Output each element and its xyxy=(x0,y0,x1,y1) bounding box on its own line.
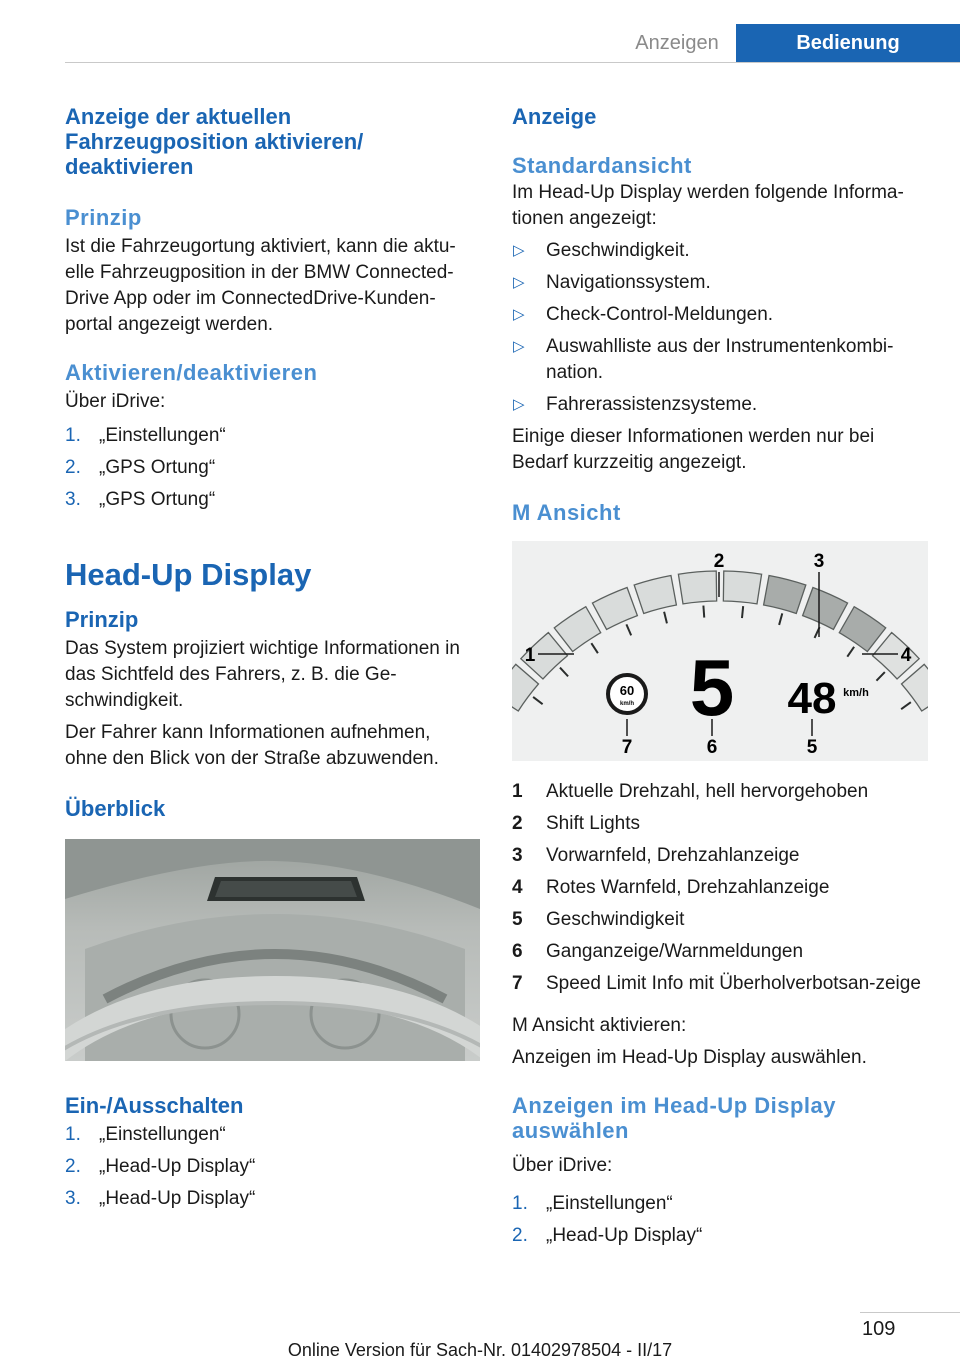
step-text: „Head-Up Display“ xyxy=(99,1188,256,1209)
item-text: Fahrerassistenzsysteme. xyxy=(546,394,758,415)
list-item xyxy=(512,1191,932,1217)
legend-text: Vorwarnfeld, Drehzahlanzeige xyxy=(546,845,800,866)
tab-bedienung[interactable]: Bedienung xyxy=(736,24,960,62)
legend-number: 7 xyxy=(512,973,523,994)
heading-standardansicht: Standardansicht xyxy=(512,153,692,178)
auswahl-steps xyxy=(512,1191,932,1249)
speed-limit-value: 60 xyxy=(619,683,635,698)
standard-note: Einige dieser Informationen werden nur bei Bedarf kurzzeitig angezeigt. xyxy=(512,426,875,473)
rev-segment xyxy=(723,571,761,604)
legend-text: Speed Limit Info mit Überholverbotsan-zeige xyxy=(546,973,921,994)
step-text: „GPS Ortung“ xyxy=(99,489,216,510)
gear-indicator: 5 xyxy=(689,643,735,732)
heading-anzeige: Anzeige xyxy=(512,104,597,129)
footer-rule xyxy=(860,1312,960,1313)
right-column xyxy=(512,104,932,1249)
legend-item xyxy=(512,939,932,965)
list-item xyxy=(512,1223,932,1249)
triangle-bullet-icon: ▷ xyxy=(513,306,525,323)
step-text: „Einstellungen“ xyxy=(99,425,226,446)
item-text: Check-Control-Meldungen. xyxy=(546,304,774,325)
step-number: 3. xyxy=(65,1188,81,1209)
m-activate-label: M Ansicht aktivieren: xyxy=(512,1015,687,1036)
triangle-bullet-icon: ▷ xyxy=(513,396,525,413)
legend-item xyxy=(512,811,932,837)
step-number: 3. xyxy=(65,489,81,510)
legend-text: Shift Lights xyxy=(546,813,640,834)
speed-limit-unit: km/h xyxy=(619,701,635,707)
heading-aktivieren: Aktivieren/deaktivieren xyxy=(65,360,318,385)
legend-item xyxy=(512,843,932,869)
heading-ein-ausschalten: Ein-/Ausschalten xyxy=(65,1093,244,1118)
prinzip-text: Ist die Fahrzeugortung aktiviert, kann die aktu-elle Fahrzeugposition in der BMW Connected-Drive App oder im ConnectedDrive-Kunden-portal angezeigt werden. xyxy=(65,236,456,335)
rev-segment xyxy=(634,575,676,613)
step-number: 1. xyxy=(65,1124,81,1145)
heading-fahrzeugposition: Anzeige der aktuellen Fahrzeugposition aktivieren/ deaktivieren xyxy=(65,104,364,179)
heading-prinzip: Prinzip xyxy=(65,205,142,230)
step-text: „Einstellungen“ xyxy=(546,1193,673,1214)
hud-prinzip-text: Das System projiziert wichtige Informationen in das Sichtfeld des Fahrers, z. B. die Ge-schwindigkeit. xyxy=(65,638,460,711)
list-item xyxy=(512,270,932,296)
list-item xyxy=(65,1122,477,1148)
speed-value: 48 xyxy=(787,674,837,723)
m-view-diagram xyxy=(512,541,928,761)
callout-3: 3 xyxy=(813,551,825,572)
legend-item xyxy=(512,971,932,997)
m-view-legend xyxy=(512,779,932,997)
triangle-bullet-icon: ▷ xyxy=(513,338,525,355)
rev-tick xyxy=(703,606,704,618)
legend-text: Aktuelle Drehzahl, hell hervorgehoben xyxy=(546,781,869,802)
hud-m-view-graphic xyxy=(512,541,928,761)
standard-items xyxy=(512,238,932,418)
triangle-bullet-icon: ▷ xyxy=(513,274,525,291)
aktivieren-steps xyxy=(65,423,477,513)
step-text: „Head-Up Display“ xyxy=(546,1225,703,1246)
legend-number: 1 xyxy=(512,781,523,802)
item-text: Navigationssystem. xyxy=(546,272,711,293)
rev-tick xyxy=(560,668,568,677)
step-text: „GPS Ortung“ xyxy=(99,457,216,478)
ein-aus-steps xyxy=(65,1122,477,1212)
item-text: Auswahlliste aus der Instrumentenkombi-nation. xyxy=(546,336,894,383)
left-column xyxy=(65,104,477,1212)
heading-m-ansicht: M Ansicht xyxy=(512,500,621,525)
rev-tick xyxy=(626,624,631,635)
list-item xyxy=(65,455,477,481)
callout-6: 6 xyxy=(706,737,718,758)
list-item xyxy=(512,238,932,264)
aktivieren-intro: Über iDrive: xyxy=(65,391,166,412)
step-number: 1. xyxy=(512,1193,528,1214)
hud-prinzip-text-2: Der Fahrer kann Informationen aufnehmen, ohne den Blick von der Straße abzuwenden. xyxy=(65,722,439,769)
list-item xyxy=(512,392,932,418)
callout-2: 2 xyxy=(713,551,725,572)
legend-text: Rotes Warnfeld, Drehzahlanzeige xyxy=(546,877,830,898)
legend-item xyxy=(512,907,932,933)
legend-number: 3 xyxy=(512,845,523,866)
legend-number: 4 xyxy=(512,877,523,898)
rev-tick xyxy=(664,612,667,624)
speed-unit: km/h xyxy=(843,687,869,699)
cockpit-illustration xyxy=(65,839,480,1061)
step-text: „Einstellungen“ xyxy=(99,1124,226,1145)
rev-tick xyxy=(742,606,743,618)
step-number: 2. xyxy=(65,1156,81,1177)
callout-5: 5 xyxy=(806,737,818,758)
hud-overview-photo xyxy=(65,839,480,1061)
callout-1: 1 xyxy=(524,645,536,666)
heading-head-up-display: Head-Up Display xyxy=(65,557,312,592)
callout-7: 7 xyxy=(621,737,633,758)
heading-prinzip-hud: Prinzip xyxy=(65,607,139,632)
rev-segment xyxy=(873,633,920,679)
legend-text: Geschwindigkeit xyxy=(546,909,685,930)
rev-tick xyxy=(847,647,854,657)
tab-anzeigen[interactable]: Anzeigen xyxy=(635,31,719,54)
m-activate-text: Anzeigen im Head-Up Display auswählen. xyxy=(512,1047,867,1068)
legend-number: 5 xyxy=(512,909,523,930)
footer-version-text: Online Version für Sach-Nr. 01402978504 - II/17 xyxy=(287,1340,673,1360)
step-number: 2. xyxy=(65,457,81,478)
list-item xyxy=(65,487,477,513)
rev-segment xyxy=(803,587,848,629)
rev-segment xyxy=(764,575,806,613)
legend-item xyxy=(512,875,932,901)
header-rule xyxy=(65,62,960,63)
legend-number: 6 xyxy=(512,941,523,962)
rev-tick xyxy=(533,697,543,704)
rev-segment xyxy=(554,607,600,652)
rev-tick xyxy=(901,702,911,709)
list-item xyxy=(512,302,932,328)
list-item xyxy=(65,423,477,449)
step-number: 2. xyxy=(512,1225,528,1246)
page-number: 109 xyxy=(862,1318,896,1340)
standard-intro: Im Head-Up Display werden folgende Informa-tionen angezeigt: xyxy=(512,182,904,229)
list-item xyxy=(65,1186,477,1212)
step-number: 1. xyxy=(65,425,81,446)
rev-segment xyxy=(592,587,637,629)
auswahl-intro: Über iDrive: xyxy=(512,1155,613,1176)
rev-segment xyxy=(839,607,885,652)
legend-number: 2 xyxy=(512,813,523,834)
heading-ueberblick: Überblick xyxy=(65,796,166,821)
heading-anzeigen-auswaehlen: Anzeigen im Head-Up Display auswählen xyxy=(512,1093,837,1143)
list-item xyxy=(512,334,932,386)
callout-4: 4 xyxy=(900,645,912,666)
legend-item xyxy=(512,779,932,805)
rev-segment xyxy=(678,571,716,604)
list-item xyxy=(65,1154,477,1180)
rev-tick xyxy=(591,643,598,653)
step-text: „Head-Up Display“ xyxy=(99,1156,256,1177)
triangle-bullet-icon: ▷ xyxy=(513,242,525,259)
item-text: Geschwindigkeit. xyxy=(546,240,690,261)
rev-tick xyxy=(779,613,782,625)
rev-tick xyxy=(876,672,884,681)
legend-text: Ganganzeige/Warnmeldungen xyxy=(546,941,804,962)
